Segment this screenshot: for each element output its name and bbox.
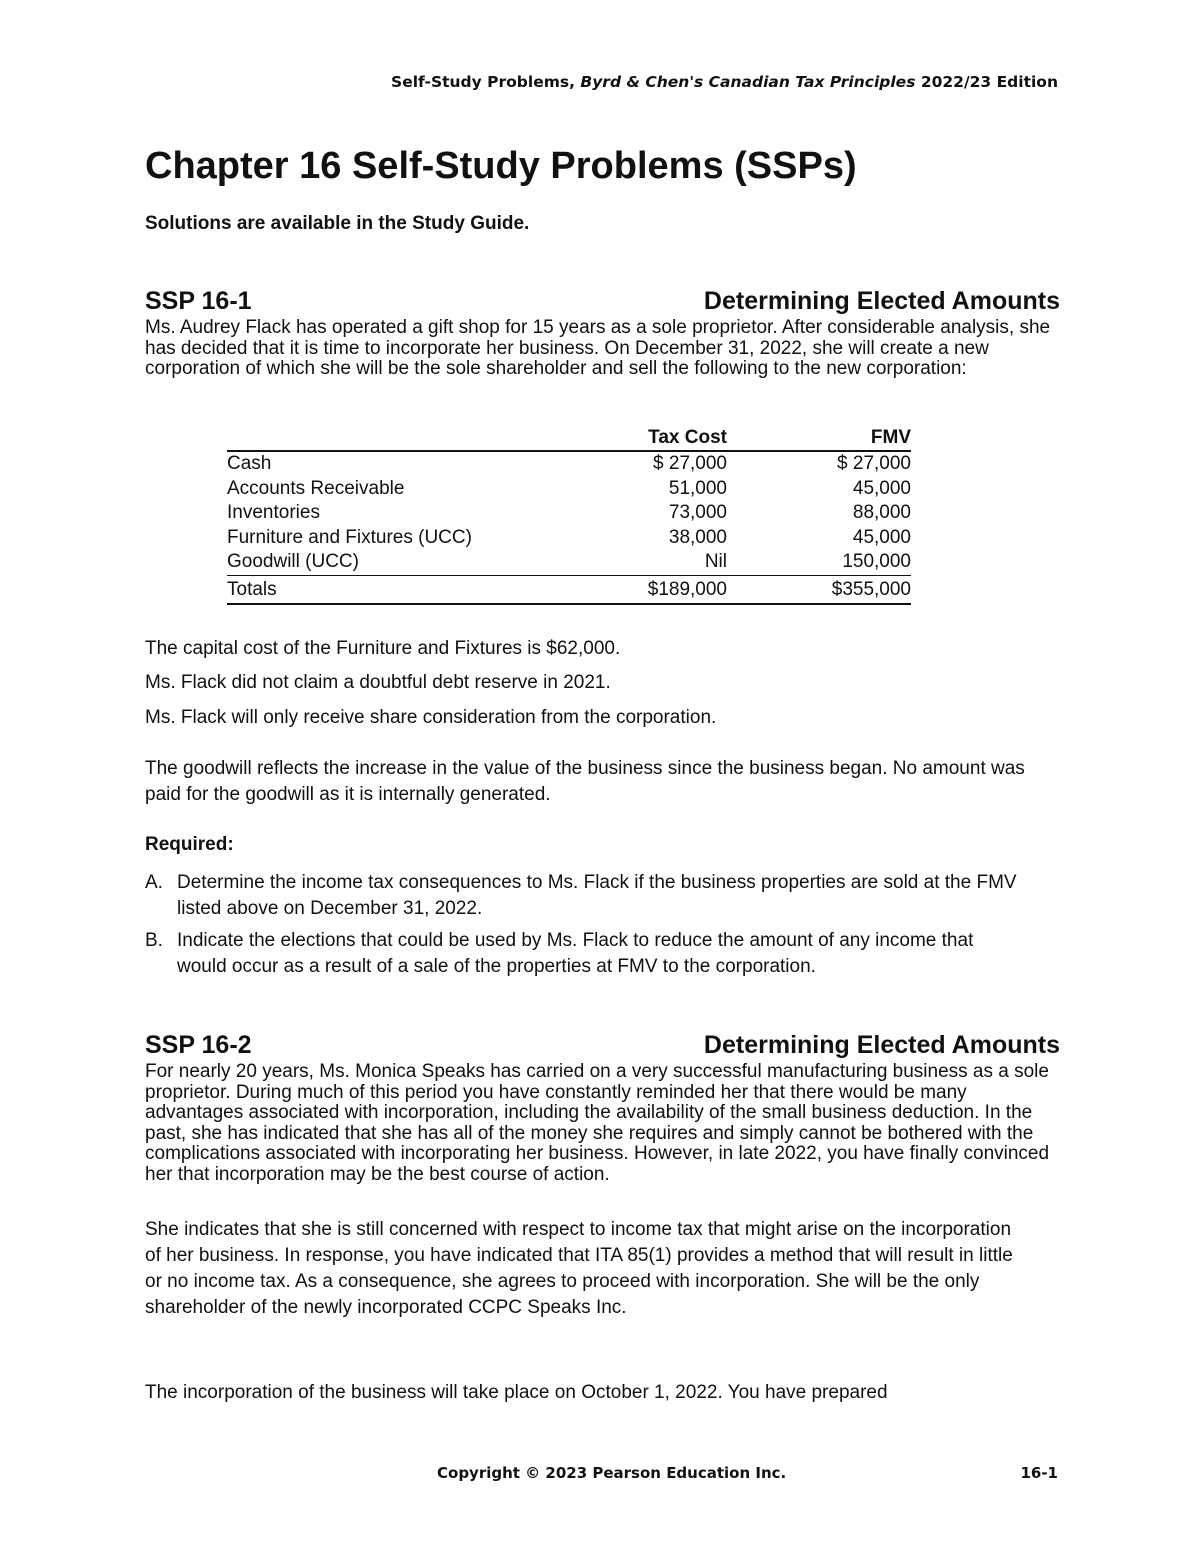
header-book-title: Byrd & Chen's Canadian Tax Principles — [580, 73, 916, 91]
ssp-16-2-paragraph-2: She indicates that she is still concerned with respect to income tax that might arise on the incorporation of her business. In response, you have indicated that ITA 85(1) provides a method that will result in little or no income tax. As a consequence, she agrees to proceed with incorporation. She will be the only shareholder of the newly incorporated CCPC Speaks Inc. — [145, 1219, 1013, 1318]
required-letter: A. — [145, 872, 163, 893]
ssp-16-2-intro: For nearly 20 years, Ms. Monica Speaks has carried on a very successful manufacturing business as a sole proprietor. During much of this period you have constantly reminded her that there would be many advantages associated with incorporation, including the availability of the small business deduction. In the past, she has indicated that she has all of the money she requires and simply cannot be bothered with the complications associated with incorporating her business. However, in late 2022, you have finally convinced her that incorporation may be the best course of action. — [145, 1061, 1050, 1185]
chapter-title: Chapter 16 Self-Study Problems (SSPs) — [145, 145, 857, 187]
note-capital-cost: The capital cost of the Furniture and Fixtures is $62,000. — [145, 638, 621, 659]
note-doubtful-debt: Ms. Flack did not claim a doubtful debt reserve in 2021. — [145, 672, 611, 693]
header-prefix: Self-Study Problems, — [391, 73, 581, 91]
asset-table-header — [227, 425, 911, 451]
required-text: Determine the income tax consequences to Ms. Flack if the business properties are sold at the FMV listed above on December 31, 2022. — [177, 872, 1017, 919]
row-fmv: 45,000 — [852, 526, 911, 548]
row-item: Goodwill (UCC) — [227, 551, 359, 572]
note-goodwill: The goodwill reflects the increase in the value of the business since the business began. No amount was paid for the goodwill as it is internally generated. — [145, 758, 1025, 805]
required-letter: B. — [145, 930, 163, 951]
ssp-16-1-heading — [145, 287, 1060, 316]
running-header — [391, 73, 1058, 91]
required-text: Indicate the elections that could be used by Ms. Flack to reduce the amount of any income that would occur as a result of a sale of the properties at FMV to the corporation. — [177, 930, 974, 977]
header-tax-cost: Tax Cost — [648, 427, 727, 448]
table-row — [227, 451, 911, 477]
chapter-subtitle: Solutions are available in the Study Guide. — [145, 213, 530, 234]
row-fmv: 88,000 — [852, 502, 911, 523]
row-item: Accounts Receivable — [227, 477, 405, 499]
total-item: Totals — [227, 578, 277, 600]
asset-table — [227, 425, 911, 605]
row-fmv: $ 27,000 — [837, 453, 911, 474]
row-item: Cash — [227, 453, 272, 474]
total-tax-cost: $189,000 — [647, 578, 727, 600]
required-label: Required: — [145, 834, 234, 855]
table-row — [227, 477, 911, 502]
row-tax-cost: 73,000 — [668, 502, 727, 523]
total-fmv: $355,000 — [831, 578, 911, 600]
ssp-16-2-paragraph-3: The incorporation of the business will take place on October 1, 2022. You have prepared — [145, 1382, 888, 1403]
row-tax-cost: $ 27,000 — [653, 453, 727, 474]
ssp-16-2-heading — [145, 1031, 1060, 1060]
header-suffix: 2022/23 Edition — [915, 73, 1058, 91]
ssp-16-2-topic: Determining Elected Amounts — [703, 1031, 1060, 1059]
row-tax-cost: Nil — [704, 551, 727, 572]
table-row — [227, 550, 911, 575]
note-share-consideration: Ms. Flack will only receive share consideration from the corporation. — [145, 707, 717, 728]
table-row — [227, 501, 911, 526]
row-fmv: 150,000 — [842, 551, 911, 572]
footer-page-number: 16-1 — [1020, 1464, 1058, 1482]
row-fmv: 45,000 — [852, 477, 911, 499]
row-item: Furniture and Fixtures (UCC) — [227, 526, 472, 548]
row-tax-cost: 38,000 — [668, 526, 727, 548]
footer-copyright: Copyright © 2023 Pearson Education Inc. — [437, 1464, 787, 1482]
row-tax-cost: 51,000 — [668, 477, 727, 499]
header-fmv: FMV — [870, 427, 911, 448]
header-item — [227, 425, 637, 451]
ssp-16-1-topic: Determining Elected Amounts — [703, 287, 1060, 315]
ssp-16-1-number: SSP 16-1 — [145, 287, 252, 315]
table-total-row — [227, 575, 911, 604]
ssp-16-1-intro: Ms. Audrey Flack has operated a gift shop for 15 years as a sole proprietor. After considerable analysis, she has decided that it is time to incorporate her business. On December 31, 2022, she will create a new corporation of which she will be the sole shareholder and sell the following to the new corporation: — [145, 317, 1051, 379]
ssp-16-2-number: SSP 16-2 — [145, 1031, 252, 1059]
row-item: Inventories — [227, 502, 320, 523]
table-row — [227, 526, 911, 551]
